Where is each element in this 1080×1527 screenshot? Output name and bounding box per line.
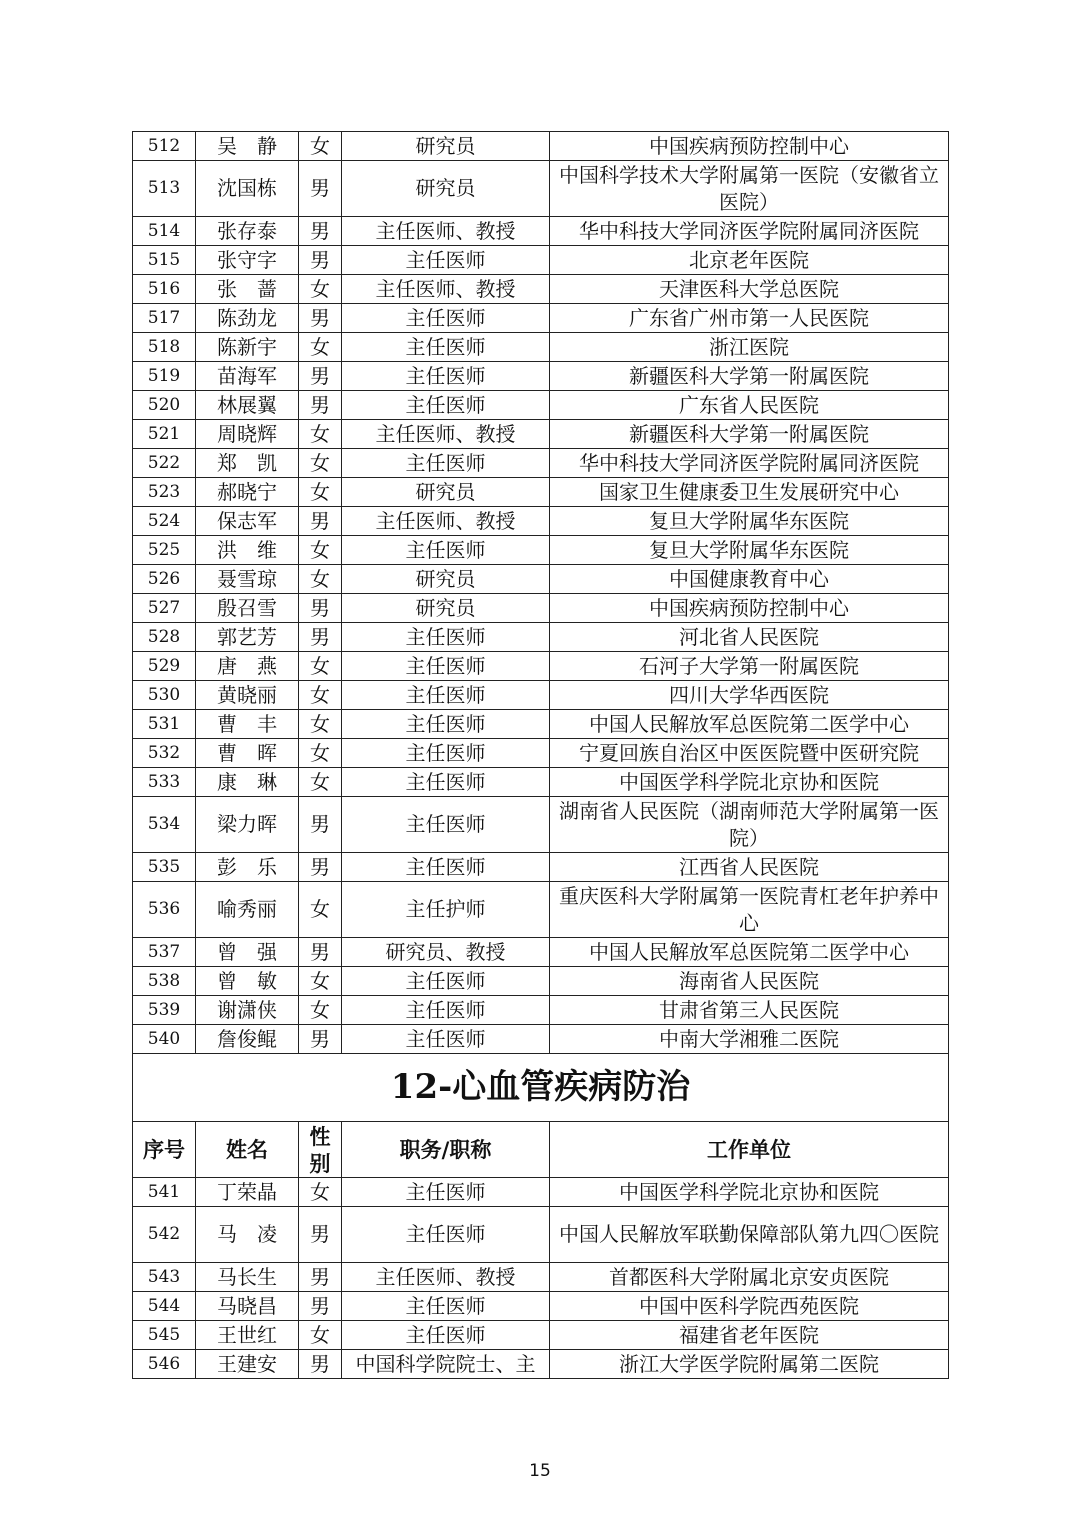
cell-name: 保志军 bbox=[196, 507, 299, 536]
cell-unit: 中国医学科学院北京协和医院 bbox=[550, 768, 949, 797]
table-row bbox=[133, 996, 949, 1025]
cell-unit: 北京老年医院 bbox=[550, 246, 949, 275]
cell-unit: 中国人民解放军联勤保障部队第九四〇医院 bbox=[550, 1207, 949, 1263]
cell-name: 马晓昌 bbox=[196, 1292, 299, 1321]
cell-title: 主任医师 bbox=[342, 246, 550, 275]
cell-name: 郝晓宁 bbox=[196, 478, 299, 507]
cell-unit: 宁夏回族自治区中医医院暨中医研究院 bbox=[550, 739, 949, 768]
cell-name: 王世红 bbox=[196, 1321, 299, 1350]
cell-title: 主任医师 bbox=[342, 967, 550, 996]
cell-name: 沈国栋 bbox=[196, 161, 299, 217]
table-row bbox=[133, 797, 949, 853]
cell-name: 陈新宇 bbox=[196, 333, 299, 362]
cell-no: 541 bbox=[133, 1178, 196, 1207]
table-row bbox=[133, 217, 949, 246]
cell-title: 主任医师 bbox=[342, 623, 550, 652]
cell-title: 主任医师 bbox=[342, 1292, 550, 1321]
cell-unit: 石河子大学第一附属医院 bbox=[550, 652, 949, 681]
cell-unit: 中国人民解放军总医院第二医学中心 bbox=[550, 710, 949, 739]
cell-name: 马长生 bbox=[196, 1263, 299, 1292]
cell-gender: 男 bbox=[299, 1350, 342, 1379]
cell-title: 主任医师 bbox=[342, 391, 550, 420]
cell-unit: 中国科学技术大学附属第一医院（安徽省立医院） bbox=[550, 161, 949, 217]
table-row bbox=[133, 420, 949, 449]
cell-no: 533 bbox=[133, 768, 196, 797]
cell-gender: 男 bbox=[299, 362, 342, 391]
table-row bbox=[133, 1263, 949, 1292]
cell-no: 526 bbox=[133, 565, 196, 594]
cell-title: 主任医师 bbox=[342, 449, 550, 478]
cell-unit: 湖南省人民医院（湖南师范大学附属第一医院） bbox=[550, 797, 949, 853]
cell-unit: 首都医科大学附属北京安贞医院 bbox=[550, 1263, 949, 1292]
cell-no: 514 bbox=[133, 217, 196, 246]
table-row bbox=[133, 652, 949, 681]
cell-gender: 女 bbox=[299, 478, 342, 507]
cell-title: 中国科学院院士、主 bbox=[342, 1350, 550, 1379]
cell-name: 马 凌 bbox=[196, 1207, 299, 1263]
cell-name: 郭艺芳 bbox=[196, 623, 299, 652]
cell-no: 534 bbox=[133, 797, 196, 853]
cell-no: 513 bbox=[133, 161, 196, 217]
table-row bbox=[133, 362, 949, 391]
table-row bbox=[133, 967, 949, 996]
cell-gender: 女 bbox=[299, 536, 342, 565]
cell-title: 研究员、教授 bbox=[342, 938, 550, 967]
header-title: 职务/职称 bbox=[342, 1122, 550, 1178]
cell-name: 曾 强 bbox=[196, 938, 299, 967]
cell-no: 530 bbox=[133, 681, 196, 710]
cell-title: 主任医师 bbox=[342, 536, 550, 565]
cell-title: 主任医师 bbox=[342, 853, 550, 882]
table-row bbox=[133, 333, 949, 362]
cell-name: 聂雪琼 bbox=[196, 565, 299, 594]
cell-gender: 女 bbox=[299, 967, 342, 996]
table-row bbox=[133, 768, 949, 797]
table-row bbox=[133, 132, 949, 161]
cell-gender: 男 bbox=[299, 623, 342, 652]
table-row bbox=[133, 1350, 949, 1379]
cell-no: 516 bbox=[133, 275, 196, 304]
cell-title: 主任医师 bbox=[342, 996, 550, 1025]
section-title: 12-心血管疾病防治 bbox=[133, 1054, 949, 1122]
cell-title: 主任医师 bbox=[342, 1178, 550, 1207]
cell-gender: 男 bbox=[299, 594, 342, 623]
cell-gender: 女 bbox=[299, 1321, 342, 1350]
cell-gender: 女 bbox=[299, 449, 342, 478]
cell-unit: 中南大学湘雅二医院 bbox=[550, 1025, 949, 1054]
cell-gender: 女 bbox=[299, 333, 342, 362]
cell-no: 540 bbox=[133, 1025, 196, 1054]
cell-title: 主任医师、教授 bbox=[342, 217, 550, 246]
cell-title: 主任医师 bbox=[342, 362, 550, 391]
cell-unit: 复旦大学附属华东医院 bbox=[550, 536, 949, 565]
cell-gender: 女 bbox=[299, 710, 342, 739]
cell-title: 主任医师 bbox=[342, 768, 550, 797]
table-row bbox=[133, 681, 949, 710]
cell-no: 529 bbox=[133, 652, 196, 681]
table-row bbox=[133, 565, 949, 594]
cell-no: 518 bbox=[133, 333, 196, 362]
cell-no: 532 bbox=[133, 739, 196, 768]
cell-name: 喻秀丽 bbox=[196, 882, 299, 938]
cell-name: 唐 燕 bbox=[196, 652, 299, 681]
cell-gender: 男 bbox=[299, 217, 342, 246]
cell-no: 538 bbox=[133, 967, 196, 996]
cell-gender: 女 bbox=[299, 882, 342, 938]
header-unit: 工作单位 bbox=[550, 1122, 949, 1178]
header-name: 姓名 bbox=[196, 1122, 299, 1178]
cell-title: 主任医师 bbox=[342, 681, 550, 710]
cell-title: 主任医师 bbox=[342, 739, 550, 768]
cell-unit: 华中科技大学同济医学院附属同济医院 bbox=[550, 217, 949, 246]
cell-gender: 男 bbox=[299, 161, 342, 217]
cell-gender: 女 bbox=[299, 652, 342, 681]
cell-title: 主任医师 bbox=[342, 333, 550, 362]
table-row bbox=[133, 478, 949, 507]
cell-unit: 天津医科大学总医院 bbox=[550, 275, 949, 304]
cell-no: 512 bbox=[133, 132, 196, 161]
table-row bbox=[133, 882, 949, 938]
cell-unit: 复旦大学附属华东医院 bbox=[550, 507, 949, 536]
cell-title: 研究员 bbox=[342, 161, 550, 217]
cell-no: 515 bbox=[133, 246, 196, 275]
cell-name: 谢潇侠 bbox=[196, 996, 299, 1025]
cell-no: 522 bbox=[133, 449, 196, 478]
table-row bbox=[133, 710, 949, 739]
cell-title: 研究员 bbox=[342, 565, 550, 594]
cell-gender: 女 bbox=[299, 739, 342, 768]
table-row bbox=[133, 275, 949, 304]
cell-no: 537 bbox=[133, 938, 196, 967]
table-row bbox=[133, 853, 949, 882]
cell-title: 主任医师、教授 bbox=[342, 1263, 550, 1292]
cell-no: 527 bbox=[133, 594, 196, 623]
cell-name: 殷召雪 bbox=[196, 594, 299, 623]
cell-name: 林展翼 bbox=[196, 391, 299, 420]
cell-name: 郑 凯 bbox=[196, 449, 299, 478]
cell-name: 彭 乐 bbox=[196, 853, 299, 882]
table-row bbox=[133, 507, 949, 536]
cell-gender: 男 bbox=[299, 507, 342, 536]
table-row bbox=[133, 536, 949, 565]
cell-name: 洪 维 bbox=[196, 536, 299, 565]
cell-name: 张守字 bbox=[196, 246, 299, 275]
cell-gender: 女 bbox=[299, 996, 342, 1025]
column-header-row bbox=[133, 1122, 949, 1178]
cell-no: 525 bbox=[133, 536, 196, 565]
cell-no: 524 bbox=[133, 507, 196, 536]
cell-title: 主任医师 bbox=[342, 797, 550, 853]
section-header bbox=[133, 1054, 949, 1178]
cell-title: 主任医师 bbox=[342, 1025, 550, 1054]
document-page bbox=[132, 131, 948, 1379]
table-row bbox=[133, 623, 949, 652]
table-body-top bbox=[133, 132, 949, 1054]
cell-unit: 国家卫生健康委卫生发展研究中心 bbox=[550, 478, 949, 507]
cell-no: 546 bbox=[133, 1350, 196, 1379]
cell-no: 520 bbox=[133, 391, 196, 420]
table-row bbox=[133, 449, 949, 478]
cell-title: 主任医师 bbox=[342, 304, 550, 333]
cell-gender: 男 bbox=[299, 391, 342, 420]
cell-title: 主任护师 bbox=[342, 882, 550, 938]
cell-unit: 江西省人民医院 bbox=[550, 853, 949, 882]
cell-unit: 浙江大学医学院附属第二医院 bbox=[550, 1350, 949, 1379]
cell-unit: 广东省人民医院 bbox=[550, 391, 949, 420]
cell-unit: 中国人民解放军总医院第二医学中心 bbox=[550, 938, 949, 967]
cell-name: 曹 晖 bbox=[196, 739, 299, 768]
cell-no: 517 bbox=[133, 304, 196, 333]
cell-no: 531 bbox=[133, 710, 196, 739]
cell-unit: 重庆医科大学附属第一医院青杠老年护养中心 bbox=[550, 882, 949, 938]
cell-title: 主任医师、教授 bbox=[342, 420, 550, 449]
table-row bbox=[133, 161, 949, 217]
header-no: 序号 bbox=[133, 1122, 196, 1178]
cell-gender: 男 bbox=[299, 797, 342, 853]
cell-gender: 男 bbox=[299, 246, 342, 275]
expert-table bbox=[132, 131, 949, 1379]
cell-gender: 男 bbox=[299, 853, 342, 882]
table-row bbox=[133, 739, 949, 768]
cell-no: 536 bbox=[133, 882, 196, 938]
cell-unit: 中国疾病预防控制中心 bbox=[550, 132, 949, 161]
cell-name: 黄晓丽 bbox=[196, 681, 299, 710]
cell-name: 王建安 bbox=[196, 1350, 299, 1379]
cell-unit: 新疆医科大学第一附属医院 bbox=[550, 420, 949, 449]
cell-title: 研究员 bbox=[342, 132, 550, 161]
cell-unit: 四川大学华西医院 bbox=[550, 681, 949, 710]
cell-gender: 男 bbox=[299, 1207, 342, 1263]
cell-name: 曾 敏 bbox=[196, 967, 299, 996]
cell-name: 张 蔷 bbox=[196, 275, 299, 304]
table-row bbox=[133, 594, 949, 623]
cell-no: 519 bbox=[133, 362, 196, 391]
cell-gender: 男 bbox=[299, 1025, 342, 1054]
cell-name: 陈劲龙 bbox=[196, 304, 299, 333]
table-row bbox=[133, 1025, 949, 1054]
cell-unit: 福建省老年医院 bbox=[550, 1321, 949, 1350]
table-row bbox=[133, 1178, 949, 1207]
cell-no: 542 bbox=[133, 1207, 196, 1263]
cell-unit: 甘肃省第三人民医院 bbox=[550, 996, 949, 1025]
cell-name: 曹 丰 bbox=[196, 710, 299, 739]
table-body-bottom bbox=[133, 1178, 949, 1379]
table-row bbox=[133, 304, 949, 333]
cell-title: 主任医师 bbox=[342, 1207, 550, 1263]
cell-unit: 广东省广州市第一人民医院 bbox=[550, 304, 949, 333]
cell-unit: 中国疾病预防控制中心 bbox=[550, 594, 949, 623]
cell-title: 主任医师、教授 bbox=[342, 275, 550, 304]
cell-title: 主任医师 bbox=[342, 1321, 550, 1350]
cell-gender: 女 bbox=[299, 1178, 342, 1207]
cell-name: 苗海军 bbox=[196, 362, 299, 391]
table-row bbox=[133, 391, 949, 420]
cell-gender: 女 bbox=[299, 132, 342, 161]
cell-gender: 女 bbox=[299, 275, 342, 304]
cell-title: 主任医师 bbox=[342, 652, 550, 681]
cell-gender: 男 bbox=[299, 1292, 342, 1321]
table-row bbox=[133, 1321, 949, 1350]
cell-no: 543 bbox=[133, 1263, 196, 1292]
cell-gender: 女 bbox=[299, 565, 342, 594]
cell-name: 詹俊鲲 bbox=[196, 1025, 299, 1054]
header-gender: 性别 bbox=[299, 1122, 342, 1178]
cell-gender: 男 bbox=[299, 1263, 342, 1292]
cell-title: 主任医师 bbox=[342, 710, 550, 739]
cell-no: 539 bbox=[133, 996, 196, 1025]
cell-no: 523 bbox=[133, 478, 196, 507]
cell-name: 梁力晖 bbox=[196, 797, 299, 853]
cell-name: 吴 静 bbox=[196, 132, 299, 161]
cell-unit: 华中科技大学同济医学院附属同济医院 bbox=[550, 449, 949, 478]
table-row bbox=[133, 246, 949, 275]
cell-name: 张存泰 bbox=[196, 217, 299, 246]
cell-unit: 河北省人民医院 bbox=[550, 623, 949, 652]
cell-no: 544 bbox=[133, 1292, 196, 1321]
cell-name: 周晓辉 bbox=[196, 420, 299, 449]
cell-unit: 海南省人民医院 bbox=[550, 967, 949, 996]
cell-gender: 女 bbox=[299, 681, 342, 710]
cell-gender: 男 bbox=[299, 304, 342, 333]
cell-title: 研究员 bbox=[342, 594, 550, 623]
table-row bbox=[133, 1292, 949, 1321]
table-row bbox=[133, 938, 949, 967]
cell-unit: 中国健康教育中心 bbox=[550, 565, 949, 594]
cell-unit: 中国医学科学院北京协和医院 bbox=[550, 1178, 949, 1207]
cell-gender: 男 bbox=[299, 938, 342, 967]
cell-name: 丁荣晶 bbox=[196, 1178, 299, 1207]
page-number: 15 bbox=[529, 1461, 551, 1481]
table-row bbox=[133, 1207, 949, 1263]
cell-unit: 浙江医院 bbox=[550, 333, 949, 362]
cell-unit: 中国中医科学院西苑医院 bbox=[550, 1292, 949, 1321]
cell-no: 535 bbox=[133, 853, 196, 882]
cell-gender: 女 bbox=[299, 420, 342, 449]
cell-no: 528 bbox=[133, 623, 196, 652]
cell-title: 主任医师、教授 bbox=[342, 507, 550, 536]
cell-name: 康 琳 bbox=[196, 768, 299, 797]
cell-gender: 女 bbox=[299, 768, 342, 797]
cell-unit: 新疆医科大学第一附属医院 bbox=[550, 362, 949, 391]
cell-no: 521 bbox=[133, 420, 196, 449]
cell-no: 545 bbox=[133, 1321, 196, 1350]
cell-title: 研究员 bbox=[342, 478, 550, 507]
